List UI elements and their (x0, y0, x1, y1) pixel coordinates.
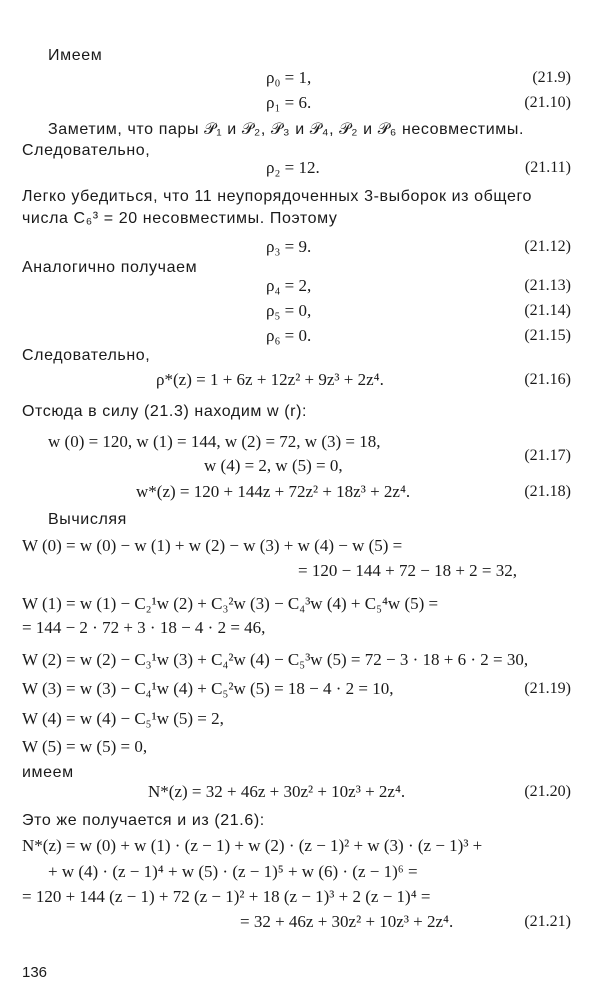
text-line: Следовательно, (22, 142, 151, 159)
equation-number: (21.20) (524, 783, 571, 800)
formula-N-star-result: = 32 + 46z + 30z² + 10z³ + 2z⁴. (240, 912, 454, 931)
text-line: числа C₆³ = 20 несовместимы. Поэтому (22, 210, 338, 227)
text-line: имеем (22, 764, 74, 781)
formula-N-star-expansion: N*(z) = w (0) + w (1) · (z − 1) + w (2) · (z − 1)² + w (3) · (z − 1)³ + (22, 836, 483, 855)
formula-W5: W (5) = w (5) = 0, (22, 737, 148, 756)
text-line: Имеем (48, 47, 103, 64)
text-line: Отсюда в силу (21.3) находим w (r): (22, 403, 308, 420)
formula-rho3: ρ₃ = 9. (266, 237, 312, 256)
formula-N-star-expansion: = 120 + 144 (z − 1) + 72 (z − 1)² + 18 (z − 1)³ + 2 (z − 1)⁴ = (22, 887, 431, 906)
equation-number: (21.15) (524, 327, 571, 344)
formula-W3: W (3) = w (3) − C₄¹w (4) + C₅²w (5) = 18 − 4 · 2 = 10, (22, 679, 394, 698)
formula-rho6: ρ₆ = 0. (266, 326, 312, 345)
text-line: Следовательно, (22, 347, 151, 364)
formula-W4: W (4) = w (4) − C₅¹w (5) = 2, (22, 709, 224, 728)
equation-number: (21.14) (524, 302, 571, 319)
equation-number: (21.13) (524, 277, 571, 294)
text-line: Аналогично получаем (22, 259, 198, 276)
equation-number: (21.19) (524, 680, 571, 697)
formula-rho2: ρ₂ = 12. (266, 158, 320, 177)
formula-rho1: ρ₁ = 6. (266, 93, 312, 112)
formula-rho4: ρ₄ = 2, (266, 276, 312, 295)
formula-N-star: N*(z) = 32 + 46z + 30z² + 10z³ + 2z⁴. (148, 782, 406, 801)
page-number: 136 (22, 964, 48, 981)
formula-W1: W (1) = w (1) − C₂¹w (2) + C₃²w (3) − C₄³w (4) + C₅⁴w (5) = (22, 594, 439, 613)
text-line: Вычисляя (48, 511, 127, 528)
formula-rho0: ρ₀ = 1, (266, 68, 312, 87)
equation-number: (21.17) (524, 447, 571, 464)
equation-number: (21.18) (524, 483, 571, 500)
formula-w-values: w (0) = 120, w (1) = 144, w (2) = 72, w (3) = 18, (48, 432, 381, 451)
formula-N-star-expansion: + w (4) · (z − 1)⁴ + w (5) · (z − 1)⁵ + w (6) · (z − 1)⁶ = (48, 862, 418, 881)
formula-W0: W (0) = w (0) − w (1) + w (2) − w (3) + w (4) − w (5) = (22, 536, 403, 555)
formula-W0-result: = 120 − 144 + 72 − 18 + 2 = 32, (298, 561, 518, 580)
formula-w-values: w (4) = 2, w (5) = 0, (204, 456, 343, 475)
equation-number: (21.16) (524, 371, 571, 388)
formula-rho-star: ρ*(z) = 1 + 6z + 12z² + 9z³ + 2z⁴. (156, 370, 384, 389)
equation-number: (21.21) (524, 913, 571, 930)
formula-W1-result: = 144 − 2 · 72 + 3 · 18 − 4 · 2 = 46, (22, 618, 266, 637)
formula-rho5: ρ₅ = 0, (266, 301, 312, 320)
equation-number: (21.11) (524, 159, 571, 176)
text-line: Заметим, что пары 𝒫₁ и 𝒫₂, 𝒫₃ и 𝒫₄, 𝒫₂ и 𝒫₆ несовместимы. (48, 121, 525, 138)
formula-W2: W (2) = w (2) − C₃¹w (3) + C₄²w (4) − C₅³w (5) = 72 − 3 · 18 + 6 · 2 = 30, (22, 650, 529, 669)
equation-number: (21.9) (532, 69, 571, 86)
equation-number: (21.12) (524, 238, 571, 255)
equation-number: (21.10) (524, 94, 571, 111)
text-line: Легко убедиться, что 11 неупорядоченных 3-выборок из общего (22, 188, 533, 205)
formula-w-star: w*(z) = 120 + 144z + 72z² + 18z³ + 2z⁴. (136, 482, 411, 501)
text-line: Это же получается и из (21.6): (22, 812, 265, 829)
